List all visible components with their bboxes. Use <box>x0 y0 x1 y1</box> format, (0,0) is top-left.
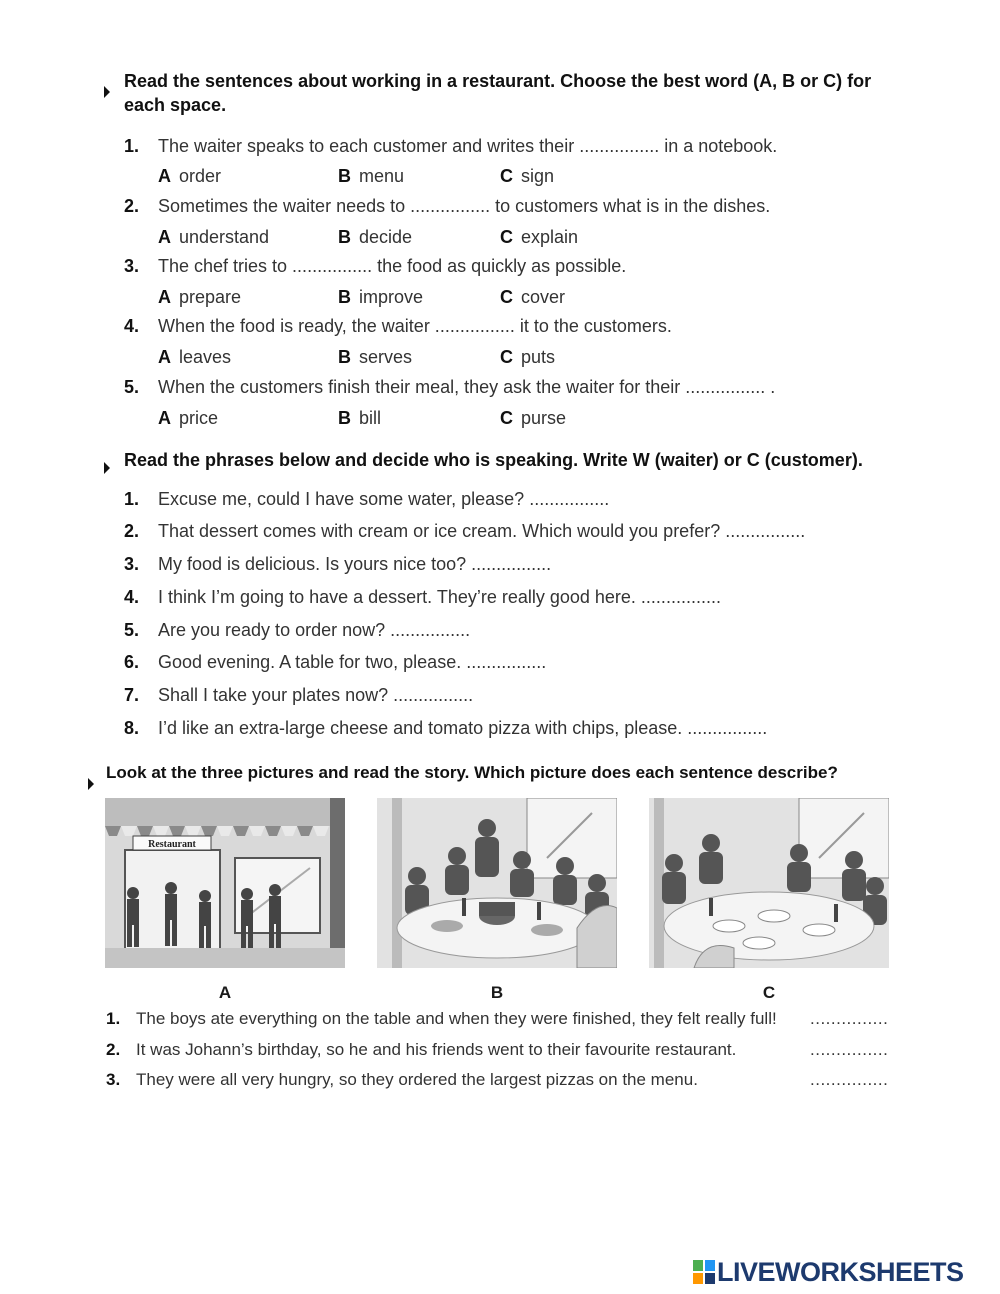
exercise-1-marker <box>104 86 110 98</box>
item-text: Good evening. A table for two, please. ................ <box>158 652 547 672</box>
picture-b <box>377 798 617 968</box>
ex2-item-5 <box>124 620 470 641</box>
item-text: I’d like an extra-large cheese and tomato pizza with chips, please. ................ <box>158 718 768 738</box>
restaurant-entrance-illustration <box>105 798 345 968</box>
answer-blank-3[interactable]: ............... <box>810 1070 889 1089</box>
ex1-options-2 <box>158 227 658 249</box>
ex2-item-8 <box>124 718 767 739</box>
question-number: 1. <box>124 136 140 156</box>
picture-a <box>105 798 345 968</box>
ex1-question-5 <box>124 377 775 398</box>
question-number: 5. <box>124 377 140 397</box>
item-text: Shall I take your plates now? ................ <box>158 685 474 705</box>
picture-label-a: A <box>218 983 232 1002</box>
item-text: My food is delicious. Is yours nice too? ................ <box>158 554 552 574</box>
logo-text: LIVEWORKSHEETS <box>717 1257 964 1287</box>
item-text: I think I’m going to have a dessert. They’re really good here. ................ <box>158 587 721 607</box>
picture-label-c: C <box>762 983 776 1002</box>
ex2-item-4 <box>124 587 721 608</box>
question-number: 3. <box>124 256 140 276</box>
item-number: 3. <box>124 554 140 574</box>
sentence-text: It was Johann’s birthday, so he and his friends went to their favourite restaurant. <box>136 1040 737 1059</box>
ex1-question-2 <box>124 196 770 217</box>
ex1-options-4 <box>158 347 658 369</box>
item-number: 4. <box>124 587 140 607</box>
item-number: 5. <box>124 620 140 640</box>
question-text: Sometimes the waiter needs to ................ to customers what is in the dishes. <box>158 196 771 216</box>
item-text: Excuse me, could I have some water, please? ................ <box>158 489 610 509</box>
birthday-dinner-illustration <box>377 798 617 968</box>
question-text: When the customers finish their meal, they ask the waiter for their ................ . <box>158 377 776 397</box>
ex1-options-5 <box>158 408 658 430</box>
option-a[interactable]: A price <box>158 408 219 428</box>
option-b[interactable]: B menu <box>338 166 405 186</box>
item-number: 2. <box>124 521 140 541</box>
exercise-3-marker <box>88 778 94 790</box>
question-text: The chef tries to ................ the food as quickly as possible. <box>158 256 627 276</box>
sentence-text: The boys ate everything on the table and when they were finished, they felt really full! <box>136 1009 777 1028</box>
option-b[interactable]: B decide <box>338 227 413 247</box>
question-number: 4. <box>124 316 140 336</box>
logo-blocks-icon <box>693 1260 715 1284</box>
exercise-2-marker <box>104 462 110 474</box>
exercise-1-instruction: Read the sentences about working in a restaurant. Choose the best word (A, B or C) for each space. <box>124 71 872 115</box>
ex2-item-6 <box>124 652 546 673</box>
ex1-options-3 <box>158 287 658 309</box>
ex3-sentence-2 <box>106 1040 736 1060</box>
picture-label-b: B <box>490 983 504 1002</box>
ex1-question-3 <box>124 256 626 277</box>
ex2-item-1 <box>124 489 609 510</box>
option-c[interactable]: C cover <box>500 287 566 307</box>
sentence-text: They were all very hungry, so they ordered the largest pizzas on the menu. <box>136 1070 698 1089</box>
picture-c <box>649 798 889 968</box>
sentence-number: 1. <box>106 1009 121 1028</box>
exercise-3-instruction: Look at the three pictures and read the story. Which picture does each sentence describe? <box>106 763 838 782</box>
restaurant-sign-text: Restaurant <box>148 839 196 850</box>
item-number: 7. <box>124 685 140 705</box>
ex2-item-3 <box>124 554 551 575</box>
option-c[interactable]: C purse <box>500 408 567 428</box>
ex1-options-1 <box>158 166 658 188</box>
option-c[interactable]: C sign <box>500 166 555 186</box>
question-number: 2. <box>124 196 140 216</box>
option-a[interactable]: A prepare <box>158 287 242 307</box>
option-c[interactable]: C explain <box>500 227 579 247</box>
option-b[interactable]: B improve <box>338 287 424 307</box>
sentence-number: 2. <box>106 1040 121 1059</box>
answer-blank-1[interactable]: ............... <box>810 1009 889 1028</box>
item-text: Are you ready to order now? ................ <box>158 620 471 640</box>
ex1-question-4 <box>124 316 672 337</box>
item-number: 6. <box>124 652 140 672</box>
ex1-question-1 <box>124 136 777 157</box>
liveworksheets-logo[interactable] <box>693 1257 993 1287</box>
ex3-sentence-1 <box>106 1009 777 1029</box>
sentence-number: 3. <box>106 1070 121 1089</box>
option-c[interactable]: C puts <box>500 347 556 367</box>
ex2-item-2 <box>124 521 805 542</box>
ex3-sentence-3 <box>106 1070 698 1090</box>
exercise-2-instruction: Read the phrases below and decide who is speaking. Write W (waiter) or C (customer). <box>124 450 863 470</box>
item-number: 8. <box>124 718 140 738</box>
ex2-item-7 <box>124 685 473 706</box>
item-number: 1. <box>124 489 140 509</box>
option-a[interactable]: A leaves <box>158 347 232 367</box>
option-a[interactable]: A order <box>158 166 222 186</box>
answer-blank-2[interactable]: ............... <box>810 1040 889 1059</box>
option-b[interactable]: B bill <box>338 408 382 428</box>
finished-meal-illustration <box>649 798 889 968</box>
item-text: That dessert comes with cream or ice cream. Which would you prefer? ................ <box>158 521 806 541</box>
question-text: When the food is ready, the waiter ................ it to the customers. <box>158 316 672 336</box>
option-a[interactable]: A understand <box>158 227 270 247</box>
option-b[interactable]: B serves <box>338 347 413 367</box>
question-text: The waiter speaks to each customer and writes their ................ in a notebook. <box>158 136 778 156</box>
